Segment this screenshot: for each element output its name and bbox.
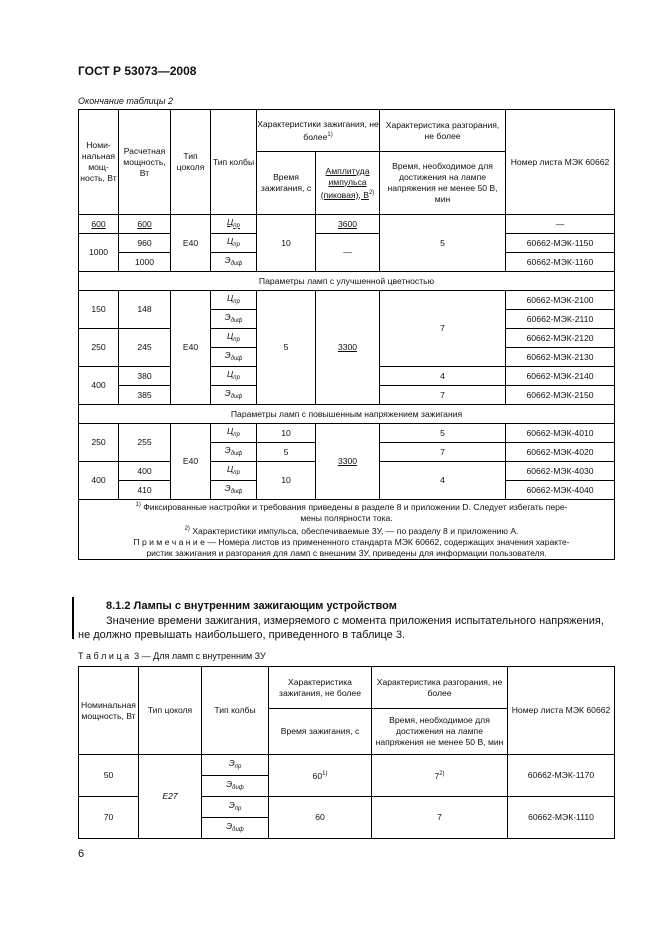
section-paragraph-line2: не должно превышать наибольшего, приведенного в таблице 3. — [78, 629, 406, 641]
table2-caption: Окончание таблицы 2 — [78, 96, 173, 106]
footnote-2: $^{2)}$ Характеристики импульса, обеспечиваемые ЗУ, — по разделу 8 и приложению А. — [184, 526, 519, 536]
cell-cap: Е27 — [139, 755, 202, 839]
table-row — [79, 291, 615, 310]
header-bulb-type: Тип колбы — [202, 667, 269, 755]
cell-bulb: $Ц_{пр}$ — [211, 424, 257, 443]
cell-amplitude: 3300 — [316, 291, 380, 405]
table2 — [78, 109, 615, 560]
header-sheet: Номер листа МЭК 60662 — [508, 667, 615, 755]
cell-power: 70 — [79, 797, 139, 839]
cell-bulb: $Э_{диф}$ — [202, 818, 269, 839]
cell-calc-power: 245 — [119, 329, 171, 367]
cell-bulb: $Э_{диф}$ — [211, 253, 257, 272]
header-ignition: Характеристики зажигания, не более$^{1)}$ — [257, 110, 380, 152]
cell-sheet: 60662-МЭК-4020 — [506, 443, 615, 462]
cell-sheet: 60662-МЭК-4030 — [506, 462, 615, 481]
section-paragraph-line1: Значение времени зажигания, измеряемого с момента приложения испытательного напряжения, — [106, 615, 604, 627]
cell-power: 400 — [79, 462, 119, 500]
cell-warmup: 7$^{2)}$ — [372, 755, 508, 797]
cell-power: 1000 — [79, 234, 119, 272]
cell-calc-power: 385 — [119, 386, 171, 405]
cell-bulb: $Ц_{пр}$ — [211, 215, 257, 234]
cell-bulb: $Ц_{пр}$ — [211, 462, 257, 481]
header-ignition-time: Время зажигания, с — [269, 709, 372, 755]
footnote-1: $^{1)}$ Фиксированные настройки и требования приведены в разделе 8 и приложении D. Следует избегать пере- — [135, 502, 568, 512]
header-cap-type: Тип цоколя — [139, 667, 202, 755]
cell-warmup: 7 — [380, 443, 506, 462]
cell-ignition-time: 5 — [257, 443, 316, 462]
cell-calc-power: 410 — [119, 481, 171, 500]
header-pulse-amplitude: Амплитуда импульса (пиковая), $В^{2)}$ — [316, 152, 380, 215]
cell-sheet: 60662-МЭК-2150 — [506, 386, 615, 405]
header-ignition: Характеристика зажигания, не более — [269, 667, 372, 709]
cell-ignition-time: 5 — [257, 291, 316, 405]
page-number: 6 — [78, 848, 85, 860]
header-nominal-power: Номи-нальная мощ-ность, Вт — [79, 110, 119, 215]
cell-sheet: 60662-МЭК-2130 — [506, 348, 615, 367]
cell-ignition-time: 10 — [257, 424, 316, 443]
header-nominal-power: Номинальная мощность, Вт — [79, 667, 139, 755]
header-warmup-time: Время, необходимое для достижения на лампе напряжения не менее 50 В, мин — [380, 152, 506, 215]
cell-sheet: 60662-МЭК-2110 — [506, 310, 615, 329]
document-header: ГОСТ Р 53073—2008 — [78, 64, 197, 78]
cell-sheet: 60662-МЭК-2140 — [506, 367, 615, 386]
header-cap-type: Тип цоколя — [171, 110, 211, 215]
cell-warmup: 7 — [380, 291, 506, 367]
cell-bulb: $Ц_{пр}$ — [211, 367, 257, 386]
cell-sheet: 60662-МЭК-4040 — [506, 481, 615, 500]
cell-sheet: 60662-МЭК-1110 — [508, 797, 615, 839]
cell-power: 600 — [79, 215, 119, 234]
cell-ignition-time: 10 — [257, 462, 316, 500]
cell-warmup: 4 — [380, 462, 506, 500]
cell-bulb: $Ц_{пр}$ — [211, 234, 257, 253]
cell-sheet: 60662-МЭК-1170 — [508, 755, 615, 797]
cell-calc-power: 255 — [119, 424, 171, 462]
cell-bulb: $Э_{диф}$ — [211, 348, 257, 367]
section-heading-improved-color: Параметры ламп с улучшенной цветностью — [79, 272, 615, 291]
cell-sheet: 60662-МЭК-2100 — [506, 291, 615, 310]
cell-warmup: 7 — [380, 386, 506, 405]
cell-warmup: 5 — [380, 424, 506, 443]
cell-amplitude: 3600 — [316, 215, 380, 234]
cell-bulb: $Ц_{пр}$ — [211, 329, 257, 348]
cell-bulb: $Э_{диф}$ — [211, 310, 257, 329]
cell-sheet: 60662-МЭК-1150 — [506, 234, 615, 253]
cell-sheet: 60662-МЭК-1160 — [506, 253, 615, 272]
table-row — [79, 424, 615, 443]
header-warmup: Характеристика разгорания, не более — [380, 110, 506, 152]
cell-ignition-time: 60 — [269, 797, 372, 839]
cell-power: 150 — [79, 291, 119, 329]
cell-power: 400 — [79, 367, 119, 405]
cell-bulb: $Э_{диф}$ — [211, 443, 257, 462]
cell-bulb: $Э_{диф}$ — [202, 776, 269, 797]
header-sheet: Номер листа МЭК 60662 — [506, 110, 615, 215]
cell-power: 250 — [79, 424, 119, 462]
cell-cap: Е40 — [171, 424, 211, 500]
cell-calc-power: 960 — [119, 234, 171, 253]
cell-calc-power: 1000 — [119, 253, 171, 272]
cell-sheet: 60662-МЭК-2120 — [506, 329, 615, 348]
header-warmup: Характеристика разгорания, не более — [372, 667, 508, 709]
cell-sheet: 60662-МЭК-4010 — [506, 424, 615, 443]
section-heading: 8.1.2 Лампы с внутренним зажигающим устройством — [106, 600, 397, 612]
cell-calc-power: 380 — [119, 367, 171, 386]
header-calc-power: Расчетная мощность, Вт — [119, 110, 171, 215]
footnote-1-cont: мены полярности тока. — [300, 513, 393, 523]
cell-bulb: $Э_{пр}$ — [202, 797, 269, 818]
header-bulb-type: Тип колбы — [211, 110, 257, 215]
table-row — [79, 755, 615, 776]
table2-note: П р и м е ч а н и е — Номера листов из примененного стандарта МЭК 60662, содержащих значения характе- — [133, 537, 570, 547]
table-row — [79, 215, 615, 234]
table3-caption: Т а б л и ц а 3 — Для ламп с внутренним ЗУ — [78, 651, 266, 661]
cell-warmup: 4 — [380, 367, 506, 386]
cell-warmup: 7 — [372, 797, 508, 839]
cell-warmup: 5 — [380, 215, 506, 272]
cell-bulb: $Э_{диф}$ — [211, 481, 257, 500]
cell-power: 50 — [79, 755, 139, 797]
table2-note-cont: ристик зажигания и разгорания для ламп с внешним ЗУ, приведены для информации пользователя. — [146, 548, 547, 558]
header-ignition-time: Время зажигания, с — [257, 152, 316, 215]
table2-footnotes — [79, 500, 615, 560]
table3 — [78, 666, 615, 839]
cell-cap: Е40 — [171, 215, 211, 272]
table-row — [79, 234, 615, 253]
change-bar — [72, 597, 74, 639]
cell-bulb: $Ц_{пр}$ — [211, 291, 257, 310]
cell-sheet: — — [506, 215, 615, 234]
cell-amplitude: 3300 — [316, 424, 380, 500]
cell-cap: Е40 — [171, 291, 211, 405]
cell-bulb: $Э_{диф}$ — [211, 386, 257, 405]
cell-calc-power: 148 — [119, 291, 171, 329]
cell-calc-power: 600 — [119, 215, 171, 234]
header-warmup-time: Время, необходимое для достижения на лампе напряжения не менее 50 В, мин — [372, 709, 508, 755]
cell-amplitude: — — [316, 234, 380, 272]
section-heading-high-ignition: Параметры ламп с повышенным напряжением зажигания — [79, 405, 615, 424]
cell-power: 250 — [79, 329, 119, 367]
cell-calc-power: 400 — [119, 462, 171, 481]
cell-ignition-time: 10 — [257, 215, 316, 272]
cell-ignition-time: 60$^{1)}$ — [269, 755, 372, 797]
cell-bulb: $Э_{пр}$ — [202, 755, 269, 776]
